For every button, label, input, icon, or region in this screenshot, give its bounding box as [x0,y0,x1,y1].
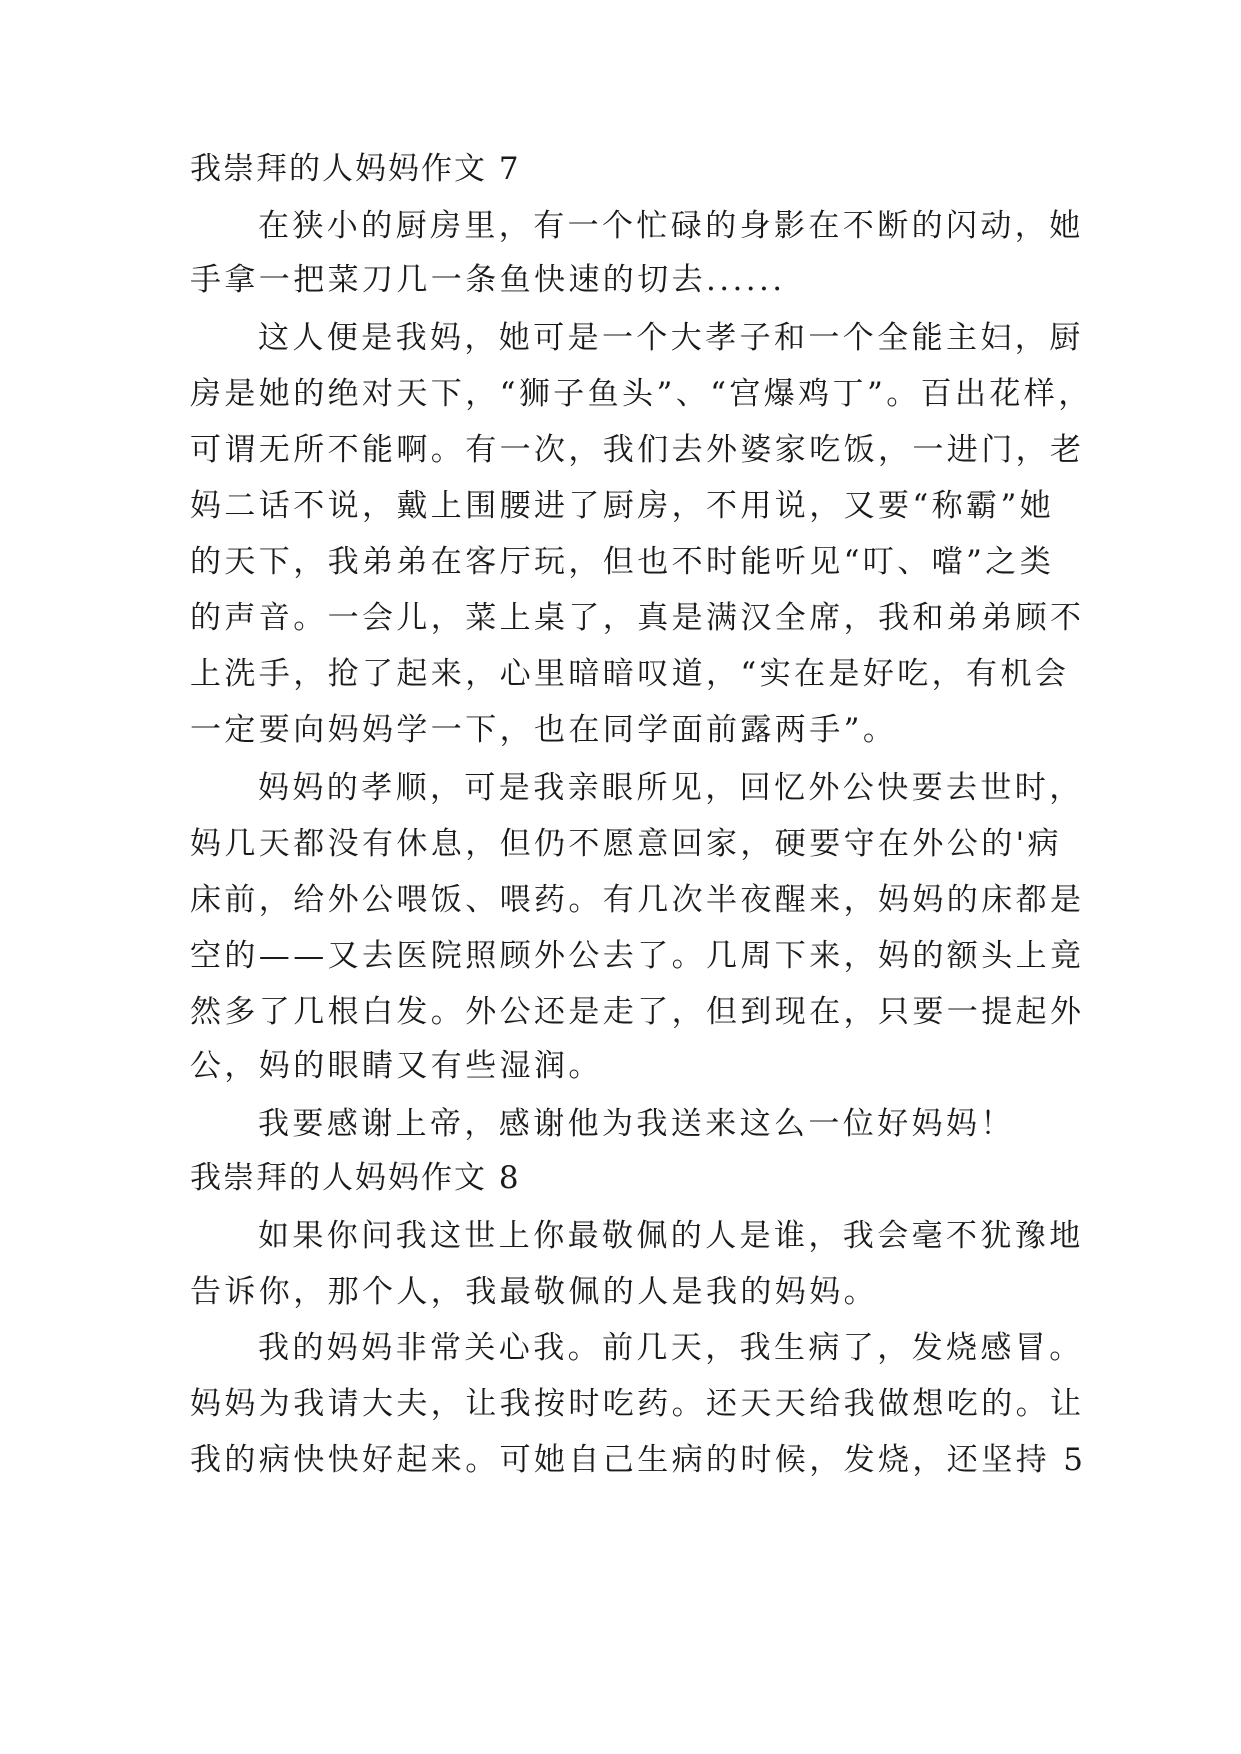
paragraph-line: 公，妈的眼睛又有些湿润。 [190,1048,603,1084]
paragraph-line: 可谓无所不能啊。有一次，我们去外婆家吃饭，一进门，老 [190,432,1085,468]
paragraph-line: 妈妈为我请大夫，让我按时吃药。还天天给我做想吃的。让 [190,1386,1085,1422]
paragraph-line: 的声音。一会儿，菜上桌了，真是满汉全席，我和弟弟顾不 [190,600,1085,636]
paragraph-line: 然多了几根白发。外公还是走了，但到现在，只要一提起外 [190,994,1085,1030]
paragraph-line: 上洗手，抢了起来，心里暗暗叹道，“实在是好吃，有机会 [190,656,1070,692]
paragraph-line: 妈二话不说，戴上围腰进了厨房，不用说，又要“称霸”她 [190,488,1055,524]
paragraph-line: 告诉你，那个人，我最敬佩的人是我的妈妈。 [190,1274,878,1310]
paragraph-line: 我要感谢上帝，感谢他为我送来这么一位好妈妈！ [258,1106,1015,1142]
paragraph-line: 空的——又去医院照顾外公去了。几周下来，妈的额头上竟 [190,938,1085,974]
essay-title-7: 我崇拜的人妈妈作文 7 [190,151,521,187]
paragraph-line: 在狭小的厨房里，有一个忙碌的身影在不断的闪动，她 [258,208,1084,244]
paragraph-line: 的天下，我弟弟在客厅玩，但也不时能听见“叮、噹”之类 [190,544,1055,580]
paragraph-line: 这人便是我妈，她可是一个大孝子和一个全能主妇，厨 [258,320,1084,356]
essay-title-8: 我崇拜的人妈妈作文 8 [190,1160,521,1196]
paragraph-line: 床前，给外公喂饭、喂药。有几次半夜醒来，妈妈的床都是 [190,882,1085,918]
paragraph-line: 我的病快快好起来。可她自己生病的时候，发烧，还坚持 5 [190,1442,1087,1478]
paragraph-line: 妈几天都没有休息，但仍不愿意回家，硬要守在外公的'病 [190,826,1062,862]
paragraph-line: 一定要向妈妈学一下，也在同学面前露两手”。 [190,712,898,748]
paragraph-line: 我的妈妈非常关心我。前几天，我生病了，发烧感冒。 [258,1330,1084,1366]
paragraph-line: 妈妈的孝顺，可是我亲眼所见，回忆外公快要去世时， [258,770,1084,806]
paragraph-line: 房是她的绝对天下，“狮子鱼头”、“宫爆鸡丁”。百出花样， [190,376,1093,412]
paragraph-line: 手拿一把菜刀几一条鱼快速的切去...... [190,262,786,298]
paragraph-line: 如果你问我这世上你最敬佩的人是谁，我会毫不犹豫地 [258,1218,1084,1254]
